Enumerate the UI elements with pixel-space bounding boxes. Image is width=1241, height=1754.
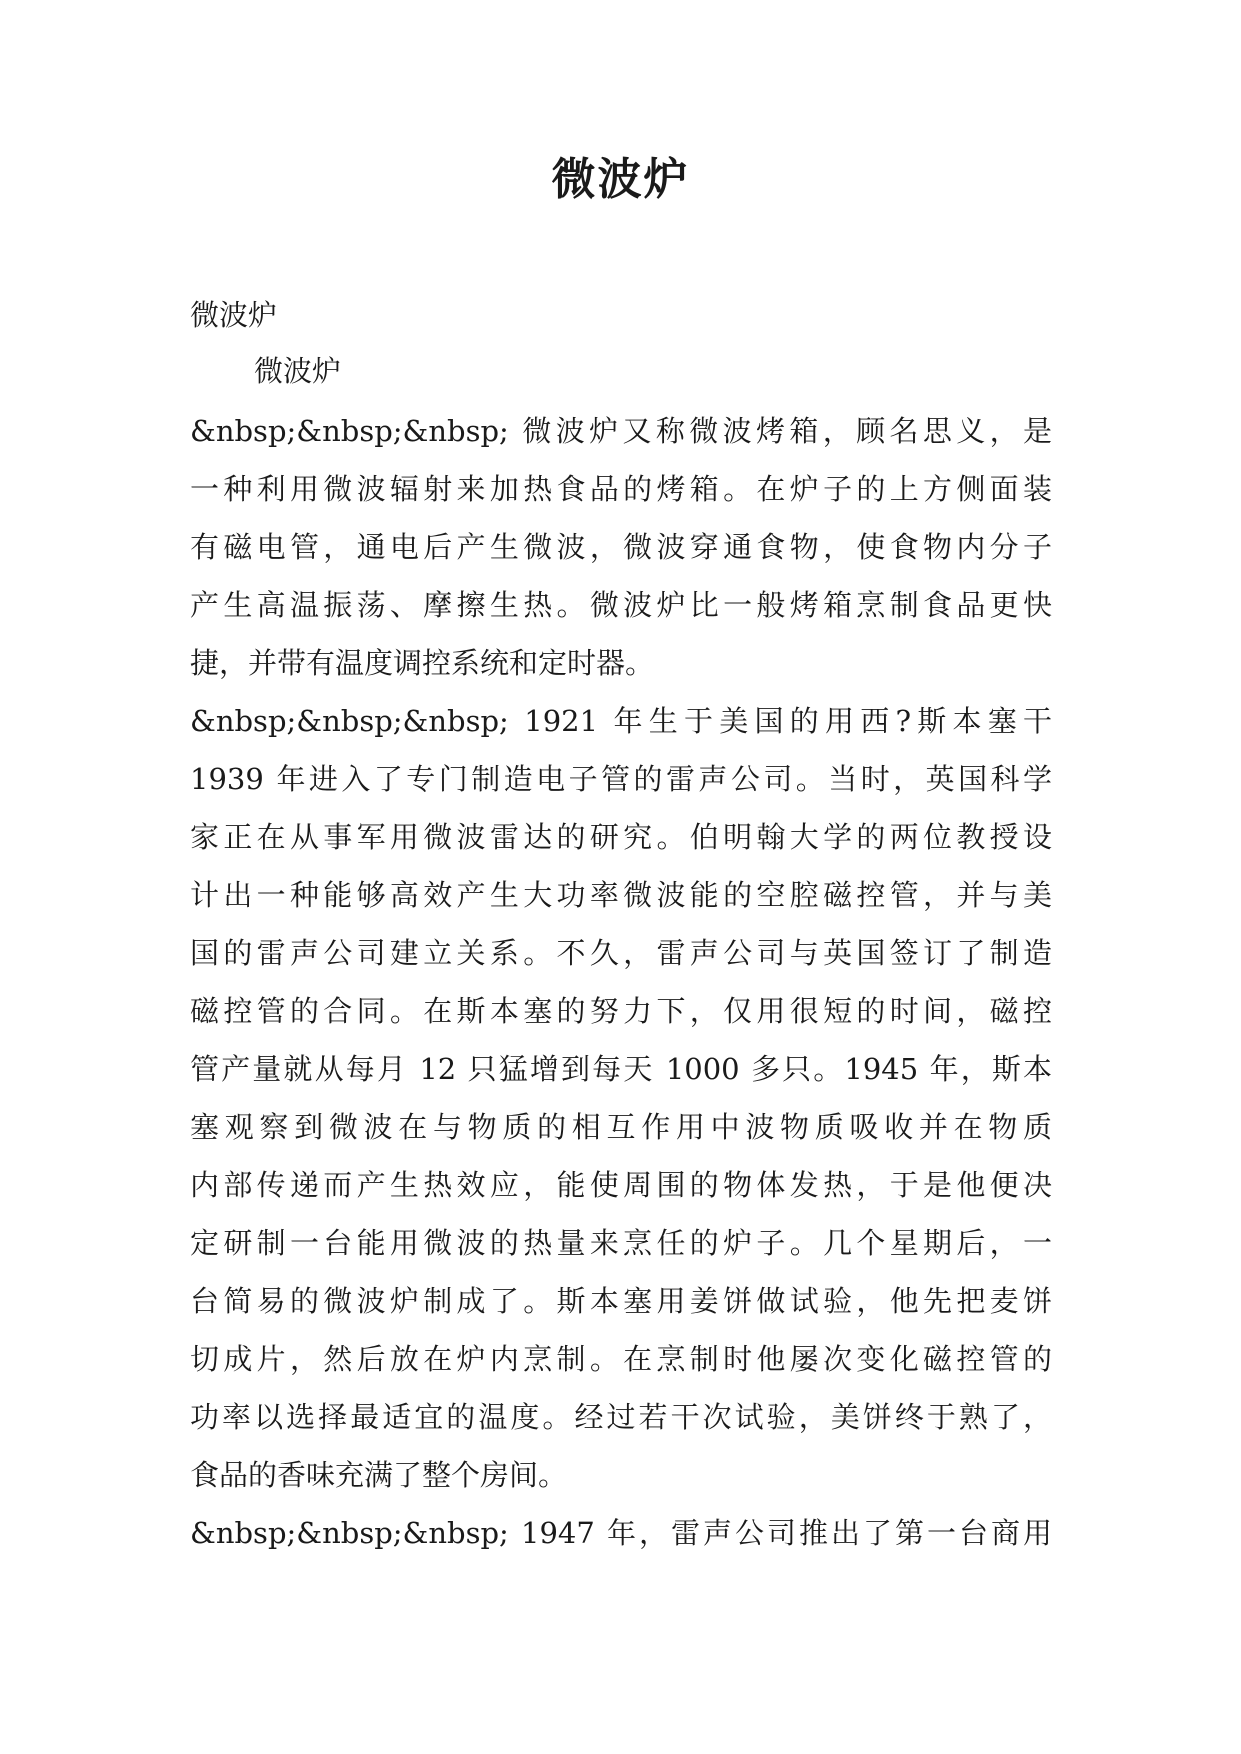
paragraph-line: 一种利用微波辐射来加热食品的烤箱。在炉子的上方侧面装 <box>190 472 1052 506</box>
paragraph-3 <box>190 1504 1052 1562</box>
paragraph-1 <box>190 402 1052 692</box>
paragraph-line: 家正在从事军用微波雷达的研究。伯明翰大学的两位教授设 <box>190 820 1052 854</box>
paragraph-line: 管产量就从每月 12 只猛增到每天 1000 多只。1945 年，斯本 <box>190 1052 1052 1086</box>
paragraph-line: 计出一种能够高效产生大功率微波能的空腔磁控管，并与美 <box>190 878 1052 912</box>
paragraph-line: 有磁电管，通电后产生微波，微波穿通食物，使食物内分子 <box>190 530 1052 564</box>
paragraph-line: 食品的香味充满了整个房间。 <box>190 1458 568 1492</box>
section-heading: 微波炉 <box>254 354 342 388</box>
paragraph-line: 台简易的微波炉制成了。斯本塞用姜饼做试验，他先把麦饼 <box>190 1284 1052 1318</box>
document-subtitle: 微波炉 <box>190 298 278 332</box>
paragraph-line: 内部传递而产生热效应，能使周围的物体发热，于是他便决 <box>190 1168 1052 1202</box>
paragraph-line: 切成片，然后放在炉内烹制。在烹制时他屡次变化磁控管的 <box>190 1342 1052 1376</box>
paragraph-line: 1939 年进入了专门制造电子管的雷声公司。当时，英国科学 <box>190 762 1052 796</box>
paragraph-line: 功率以选择最适宜的温度。经过若干次试验，美饼终于熟了， <box>190 1400 1052 1434</box>
paragraph-line: 捷，并带有温度调控系统和定时器。 <box>190 646 655 680</box>
paragraph-line: 国的雷声公司建立关系。不久，雷声公司与英国签订了制造 <box>190 936 1052 970</box>
paragraph-line: 塞观察到微波在与物质的相互作用中波物质吸收并在物质 <box>190 1110 1052 1144</box>
paragraph-line: &nbsp;&nbsp;&nbsp; 1947 年，雷声公司推出了第一台商用 <box>190 1516 1052 1550</box>
paragraph-2 <box>190 692 1052 1504</box>
document-title: 微波炉 <box>551 154 690 205</box>
paragraph-line: &nbsp;&nbsp;&nbsp; 微波炉又称微波烤箱，顾名思义，是 <box>190 414 1052 448</box>
paragraph-line: 定研制一台能用微波的热量来烹任的炉子。几个星期后，一 <box>190 1226 1052 1260</box>
document-body <box>190 286 1052 1562</box>
paragraph-line: &nbsp;&nbsp;&nbsp; 1921 年生于美国的用西?斯本塞干 <box>190 704 1052 738</box>
paragraph-line: 磁控管的合同。在斯本塞的努力下，仅用很短的时间，磁控 <box>190 994 1052 1028</box>
paragraph-line: 产生高温振荡、摩擦生热。微波炉比一般烤箱烹制食品更快 <box>190 588 1052 622</box>
